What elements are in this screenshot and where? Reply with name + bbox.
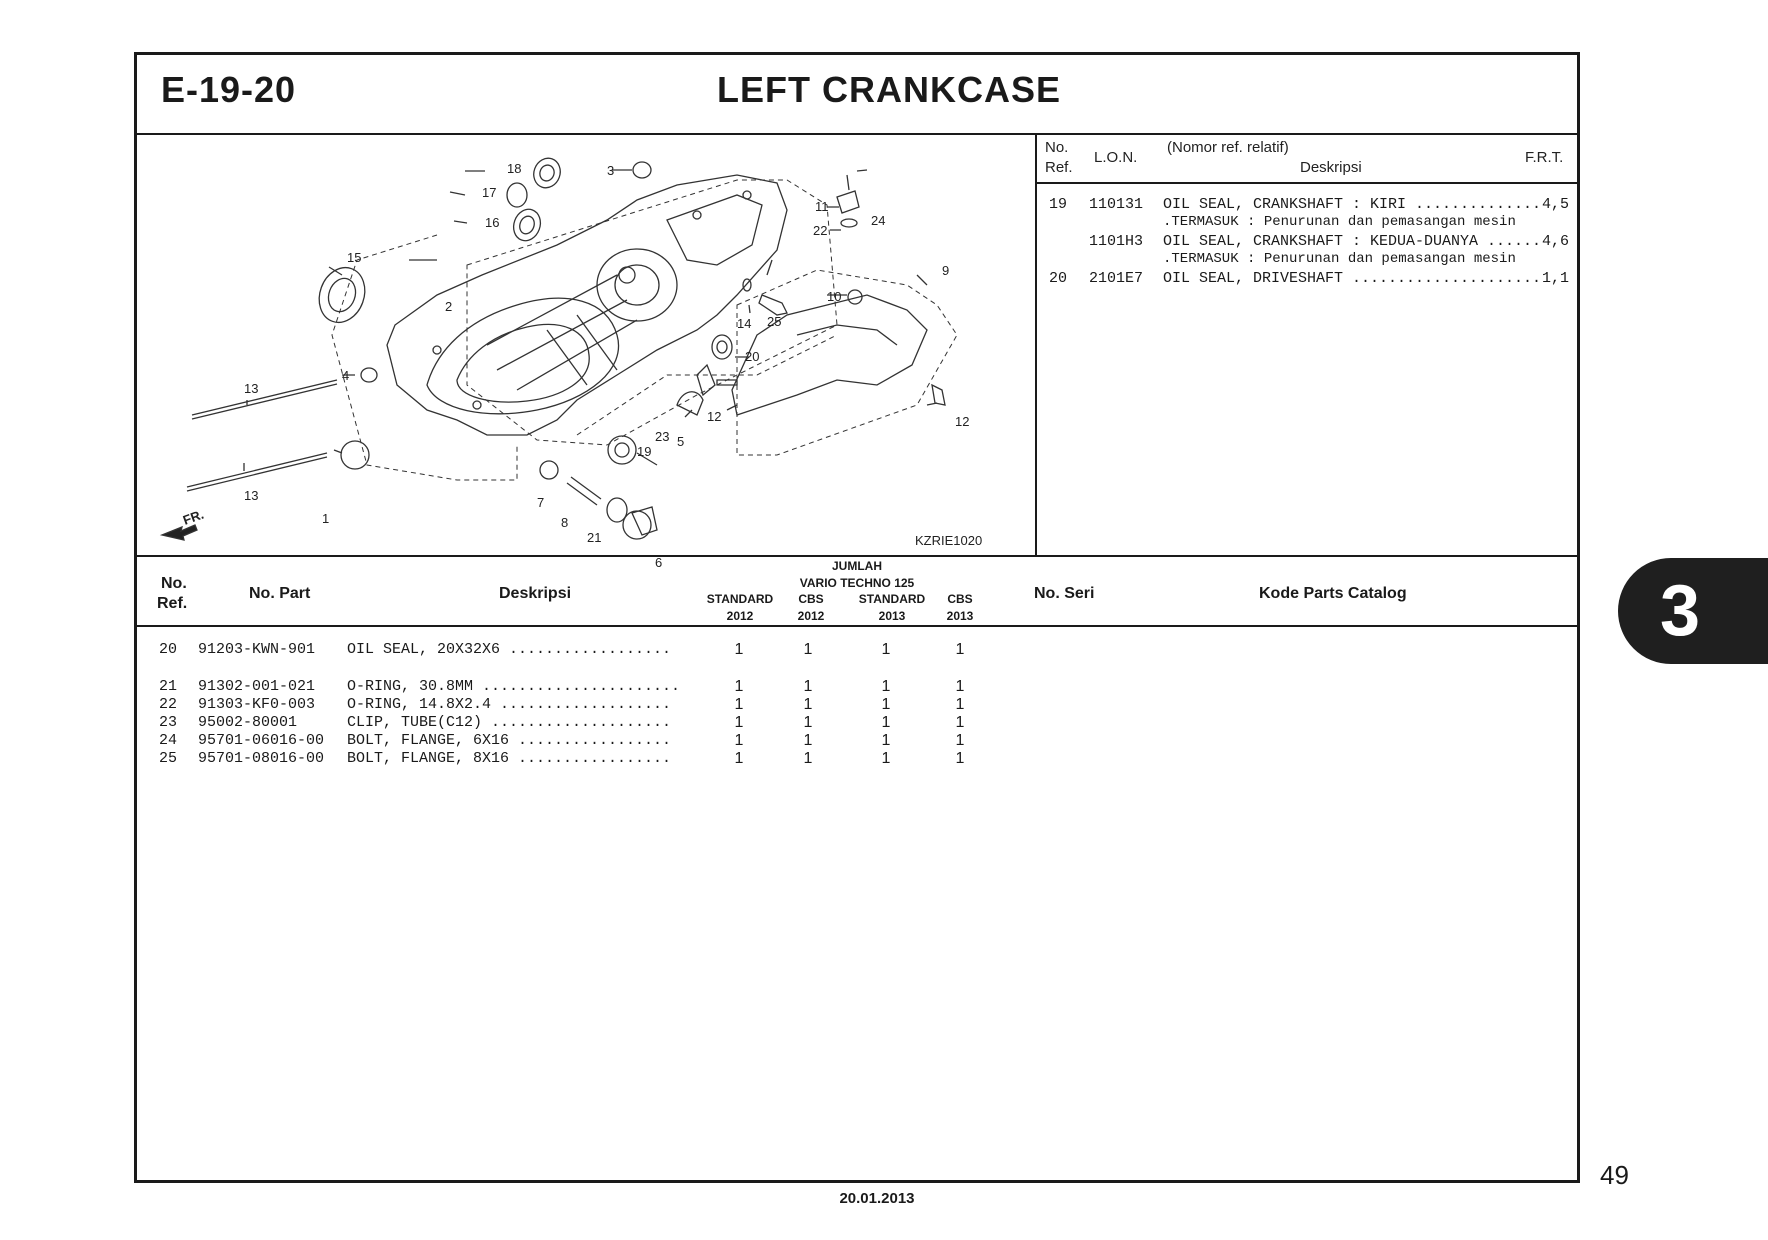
ref-label: 18 bbox=[507, 161, 522, 176]
labor-frt: 4,5 bbox=[1542, 196, 1570, 213]
labor-frt: 4,6 bbox=[1542, 233, 1570, 250]
labor-note: .TERMASUK : Penurunan dan pemasangan mesin bbox=[1163, 251, 1516, 267]
row-qty-2: 1 bbox=[803, 696, 813, 713]
ref-label: 4 bbox=[342, 368, 350, 383]
row-qty-2: 1 bbox=[803, 714, 813, 731]
row-qty-1: 1 bbox=[734, 641, 744, 658]
page-number: 49 bbox=[1600, 1160, 1629, 1190]
qty-col-2-label: CBS bbox=[798, 592, 824, 606]
page-frame bbox=[134, 52, 1580, 1183]
ref-label: 22 bbox=[813, 223, 828, 238]
ref-label: 1 bbox=[322, 511, 330, 526]
row-desc: BOLT, FLANGE, 6X16 ................. bbox=[347, 732, 672, 749]
ref-label: 20 bbox=[745, 349, 760, 364]
col-no-label: No. bbox=[1045, 139, 1069, 156]
row-part: 95701-08016-00 bbox=[198, 750, 325, 767]
qty-col-3-year: 2013 bbox=[878, 609, 906, 623]
model-label: VARIO TECHNO 125 bbox=[799, 576, 915, 590]
labor-header-divider bbox=[1035, 182, 1577, 184]
ref-label: 15 bbox=[347, 250, 362, 265]
labor-lon: 110131 bbox=[1089, 196, 1144, 213]
row-part: 95002-80001 bbox=[198, 714, 298, 731]
labor-ref: 19 bbox=[1049, 196, 1068, 213]
ref-label: 16 bbox=[485, 215, 500, 230]
page-code: E-19-20 bbox=[161, 69, 297, 110]
ref-label: 23 bbox=[655, 429, 670, 444]
col-nomor-label: (Nomor ref. relatif) bbox=[1167, 139, 1289, 156]
row-part: 91303-KF0-003 bbox=[198, 696, 316, 713]
section-tab bbox=[1618, 558, 1768, 664]
labor-lon: 1101H3 bbox=[1089, 233, 1144, 250]
row-desc: OIL SEAL, 20X32X6 .................. bbox=[347, 641, 672, 658]
row-part: 91302-001-021 bbox=[198, 678, 316, 695]
col-seri-label: No. Seri bbox=[1034, 585, 1095, 602]
ref-label: 5 bbox=[677, 434, 685, 449]
row-ref: 20 bbox=[159, 641, 178, 658]
diagram-bottom-divider bbox=[137, 555, 1577, 557]
row-qty-1: 1 bbox=[734, 732, 744, 749]
row-desc: O-RING, 14.8X2.4 ................... bbox=[347, 696, 672, 713]
labor-desc: OIL SEAL, CRANKSHAFT : KEDUA-DUANYA ...... bbox=[1163, 233, 1542, 250]
row-qty-1: 1 bbox=[734, 678, 744, 695]
row-qty-2: 1 bbox=[803, 750, 813, 767]
row-desc: BOLT, FLANGE, 8X16 ................. bbox=[347, 750, 672, 767]
row-part: 91203-KWN-901 bbox=[198, 641, 316, 658]
qty-col-1-year: 2012 bbox=[726, 609, 754, 623]
ref-label: 24 bbox=[871, 213, 886, 228]
issue-date: 20.01.2013 bbox=[839, 1190, 915, 1207]
labor-note: .TERMASUK : Penurunan dan pemasangan mesin bbox=[1163, 214, 1516, 230]
col-ref-label: Ref. bbox=[1045, 159, 1073, 176]
ref-label: 13 bbox=[244, 381, 259, 396]
row-qty-3: 1 bbox=[881, 696, 891, 713]
row-qty-4: 1 bbox=[955, 750, 965, 767]
ref-label: 8 bbox=[561, 515, 569, 530]
qty-col-1-label: STANDARD bbox=[706, 592, 774, 606]
row-qty-2: 1 bbox=[803, 732, 813, 749]
illustration-code: KZRIE1020 bbox=[915, 533, 983, 548]
row-qty-4: 1 bbox=[955, 696, 965, 713]
labor-desc: OIL SEAL, DRIVESHAFT ..................... bbox=[1163, 270, 1542, 287]
row-qty-2: 1 bbox=[803, 678, 813, 695]
row-qty-4: 1 bbox=[955, 678, 965, 695]
ref-label: 19 bbox=[637, 444, 652, 459]
row-qty-2: 1 bbox=[803, 641, 813, 658]
ref-label: 14 bbox=[737, 316, 752, 331]
ref-label: 2 bbox=[445, 299, 453, 314]
ref-label: 21 bbox=[587, 530, 602, 545]
labor-frt: 1,1 bbox=[1542, 270, 1570, 287]
diagram-divider bbox=[1035, 133, 1037, 557]
ref-label: 12 bbox=[707, 409, 722, 424]
ref-label: 6 bbox=[655, 555, 663, 570]
row-qty-1: 1 bbox=[734, 696, 744, 713]
ref-label: 7 bbox=[537, 495, 545, 510]
row-qty-4: 1 bbox=[955, 714, 965, 731]
col-ref-label: Ref. bbox=[157, 595, 188, 612]
row-qty-3: 1 bbox=[881, 750, 891, 767]
row-ref: 23 bbox=[159, 714, 178, 731]
ref-label: 3 bbox=[607, 163, 615, 178]
row-ref: 22 bbox=[159, 696, 178, 713]
row-qty-3: 1 bbox=[881, 641, 891, 658]
col-part-label: No. Part bbox=[249, 585, 311, 602]
row-qty-1: 1 bbox=[734, 750, 744, 767]
qty-col-2-year: 2012 bbox=[797, 609, 825, 623]
labor-lon: 2101E7 bbox=[1089, 270, 1144, 287]
page-title: LEFT CRANKCASE bbox=[717, 69, 1061, 110]
ref-label: 13 bbox=[244, 488, 259, 503]
col-frt-label: F.R.T. bbox=[1525, 149, 1564, 166]
ref-label: 17 bbox=[482, 185, 497, 200]
row-ref: 25 bbox=[159, 750, 178, 767]
qty-col-4-label: CBS bbox=[947, 592, 973, 606]
row-desc: CLIP, TUBE(C12) .................... bbox=[347, 714, 672, 731]
row-qty-3: 1 bbox=[881, 678, 891, 695]
row-qty-3: 1 bbox=[881, 732, 891, 749]
col-jumlah-label: JUMLAH bbox=[832, 559, 882, 573]
row-qty-3: 1 bbox=[881, 714, 891, 731]
labor-desc: OIL SEAL, CRANKSHAFT : KIRI .............. bbox=[1163, 196, 1542, 213]
col-deskripsi-label: Deskripsi bbox=[1300, 159, 1362, 176]
row-ref: 24 bbox=[159, 732, 178, 749]
row-qty-1: 1 bbox=[734, 714, 744, 731]
labor-ref: 20 bbox=[1049, 270, 1068, 287]
col-kode-label: Kode Parts Catalog bbox=[1259, 585, 1407, 602]
ref-label: 9 bbox=[942, 263, 950, 278]
col-lon-label: L.O.N. bbox=[1094, 149, 1138, 166]
parts-header-divider bbox=[137, 625, 1577, 627]
qty-col-3-label: STANDARD bbox=[858, 592, 926, 606]
ref-label: 25 bbox=[767, 314, 782, 329]
ref-label: 11 bbox=[815, 199, 829, 214]
row-part: 95701-06016-00 bbox=[198, 732, 325, 749]
row-qty-4: 1 bbox=[955, 732, 965, 749]
ref-label: 12 bbox=[955, 414, 970, 429]
front-direction-label: FR. bbox=[180, 506, 206, 528]
col-no-label: No. bbox=[161, 575, 187, 592]
section-number: 3 bbox=[1660, 571, 1701, 651]
row-desc: O-RING, 30.8MM ...................... bbox=[347, 678, 681, 695]
qty-col-4-year: 2013 bbox=[946, 609, 974, 623]
row-qty-4: 1 bbox=[955, 641, 965, 658]
ref-label: 10 bbox=[827, 289, 842, 304]
col-deskripsi-label: Deskripsi bbox=[499, 585, 572, 602]
row-ref: 21 bbox=[159, 678, 178, 695]
